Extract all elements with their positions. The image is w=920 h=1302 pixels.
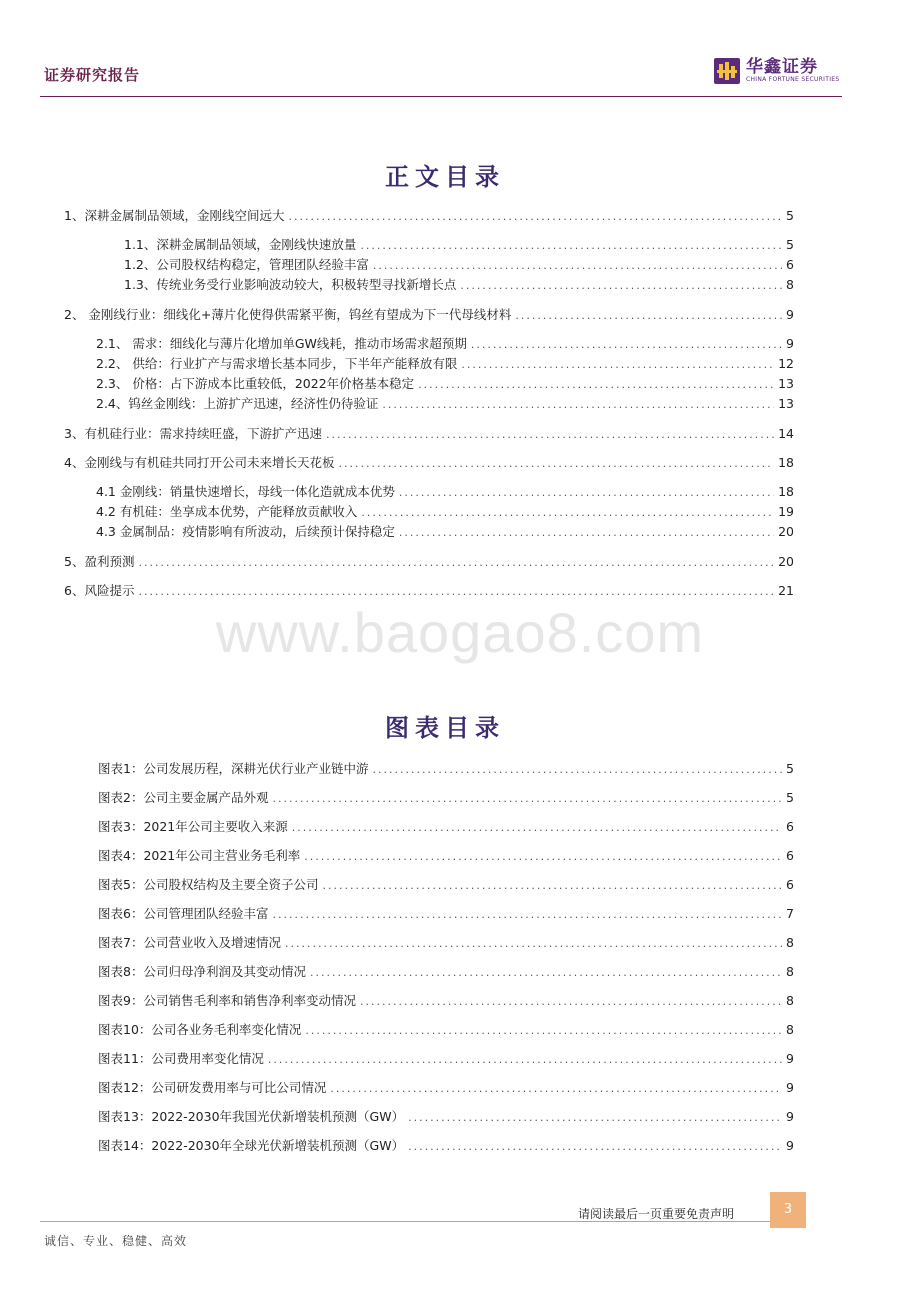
figure-entry-label: 图表1：公司发展历程，深耕光伏行业产业链中游 <box>98 761 369 776</box>
toc-entry[interactable] <box>64 206 794 224</box>
page-number: 3 <box>770 1192 806 1228</box>
leader-dots <box>330 1082 782 1095</box>
toc-entry-page: 19 <box>778 504 794 519</box>
toc-entry-page: 8 <box>786 277 794 292</box>
leader-dots <box>138 556 774 569</box>
figure-entry-label: 图表8：公司归母净利润及其变动情况 <box>98 964 306 979</box>
figure-entry-label: 图表5：公司股权结构及主要全资子公司 <box>98 877 319 892</box>
figure-entry[interactable] <box>98 817 794 835</box>
figure-entry-label: 图表4：2021年公司主营业务毛利率 <box>98 848 301 863</box>
leader-dots <box>305 1024 782 1037</box>
toc-entry-page: 9 <box>786 307 794 322</box>
toc-entry-label: 1、深耕金属制品领域，金刚线空间远大 <box>64 208 285 223</box>
figure-entry[interactable] <box>98 788 794 806</box>
figures-title: 图表目录 <box>385 713 505 742</box>
leader-dots <box>360 239 782 252</box>
leader-dots <box>461 358 774 371</box>
toc-entry[interactable] <box>64 424 794 442</box>
figure-entry[interactable] <box>98 962 794 980</box>
toc-entry-label: 4.1 金刚线：销量快速增长，母线一体化造就成本优势 <box>96 484 395 499</box>
figure-entry[interactable] <box>98 933 794 951</box>
leader-dots <box>310 966 782 979</box>
figure-entry-label: 图表13：2022-2030年我国光伏新增装机预测（GW） <box>98 1109 405 1124</box>
toc-entry[interactable] <box>96 502 794 520</box>
toc-entry-label: 4.3 金属制品：疫情影响有所波动，后续预计保持稳定 <box>96 524 395 539</box>
figure-entry-label: 图表3：2021年公司主要收入来源 <box>98 819 288 834</box>
leader-dots <box>399 526 774 539</box>
toc-title: 正文目录 <box>385 162 505 191</box>
leader-dots <box>460 279 782 292</box>
figure-entry[interactable] <box>98 846 794 864</box>
toc-entry-page: 13 <box>778 376 794 391</box>
figure-entry-page: 6 <box>786 877 794 892</box>
figure-entry[interactable] <box>98 1049 794 1067</box>
figure-entry-label: 图表6：公司管理团队经验丰富 <box>98 906 269 921</box>
leader-dots <box>326 428 774 441</box>
toc-entry-label: 2.4、钨丝金刚线：上游扩产迅速，经济性仍待验证 <box>96 396 379 411</box>
toc-entry-page: 21 <box>778 583 794 598</box>
leader-dots <box>272 908 782 921</box>
toc-entry-label: 4.2 有机硅：坐享成本优势，产能释放贡献收入 <box>96 504 358 519</box>
toc-entry-page: 6 <box>786 257 794 272</box>
toc-entry-page: 13 <box>778 396 794 411</box>
report-type: 证券研究报告 <box>44 66 141 84</box>
figure-entry[interactable] <box>98 904 794 922</box>
figure-entry-page: 9 <box>786 1109 794 1124</box>
company-logo <box>714 58 839 84</box>
figure-entry-page: 5 <box>786 761 794 776</box>
leader-dots <box>418 378 774 391</box>
leader-dots <box>285 937 782 950</box>
toc-entry-page: 14 <box>778 426 794 441</box>
leader-dots <box>360 995 782 1008</box>
figure-entry-label: 图表10：公司各业务毛利率变化情况 <box>98 1022 302 1037</box>
figure-entry-label: 图表14：2022-2030年全球光伏新增装机预测（GW） <box>98 1138 405 1153</box>
toc-entry[interactable] <box>124 275 794 293</box>
figure-entry-page: 6 <box>786 819 794 834</box>
toc-entry[interactable] <box>96 354 794 372</box>
figure-entry-label: 图表7：公司营业收入及增速情况 <box>98 935 281 950</box>
toc-entry-page: 12 <box>778 356 794 371</box>
leader-dots <box>338 457 774 470</box>
toc-entry-label: 1.3、传统业务受行业影响波动较大，积极转型寻找新增长点 <box>124 277 457 292</box>
leader-dots <box>399 486 774 499</box>
figure-entry[interactable] <box>98 1078 794 1096</box>
toc-entry-label: 2.1、 需求：细线化与薄片化增加单GW线耗，推动市场需求超预期 <box>96 336 467 351</box>
leader-dots <box>272 792 782 805</box>
toc-entry[interactable] <box>124 235 794 253</box>
leader-dots <box>361 506 774 519</box>
leader-dots <box>382 398 774 411</box>
toc-entry[interactable] <box>96 334 794 352</box>
leader-dots <box>373 259 782 272</box>
leader-dots <box>471 338 782 351</box>
logo-name-cn: 华鑫证券 <box>746 57 818 77</box>
figure-entry-page: 9 <box>786 1138 794 1153</box>
toc-entry-page: 18 <box>778 455 794 470</box>
toc-entry-label: 1.1、深耕金属制品领域，金刚线快速放量 <box>124 237 357 252</box>
figure-entry[interactable] <box>98 759 794 777</box>
toc-entry[interactable] <box>64 453 794 471</box>
toc-entry-label: 2.2、 供给：行业扩产与需求增长基本同步，下半年产能释放有限 <box>96 356 458 371</box>
toc-entry-label: 6、风险提示 <box>64 583 135 598</box>
leader-dots <box>408 1111 782 1124</box>
toc-entry[interactable] <box>96 522 794 540</box>
toc-entry-label: 3、有机硅行业：需求持续旺盛，下游扩产迅速 <box>64 426 322 441</box>
toc-entry[interactable] <box>64 305 794 323</box>
toc-entry-page: 9 <box>786 336 794 351</box>
header-divider <box>40 96 842 97</box>
leader-dots <box>322 879 782 892</box>
figure-entry-page: 7 <box>786 906 794 921</box>
toc-entry-page: 5 <box>786 208 794 223</box>
figure-entry-page: 9 <box>786 1080 794 1095</box>
toc-entry-label: 2.3、 价格：占下游成本比重较低，2022年价格基本稳定 <box>96 376 415 391</box>
leader-dots <box>138 585 774 598</box>
toc-entry[interactable] <box>96 394 794 412</box>
leader-dots <box>288 210 782 223</box>
toc-entry-label: 4、金刚线与有机硅共同打开公司未来增长天花板 <box>64 455 335 470</box>
toc-entry-page: 5 <box>786 237 794 252</box>
toc-entry-page: 20 <box>778 524 794 539</box>
figure-entry[interactable] <box>98 1020 794 1038</box>
figure-entry-page: 8 <box>786 964 794 979</box>
figure-entry-page: 8 <box>786 993 794 1008</box>
figure-entry-page: 9 <box>786 1051 794 1066</box>
figure-entry-page: 8 <box>786 935 794 950</box>
toc-entry[interactable] <box>64 552 794 570</box>
figure-entry-label: 图表2：公司主要金属产品外观 <box>98 790 269 805</box>
leader-dots <box>372 763 782 776</box>
toc-entry-label: 5、盈利预测 <box>64 554 135 569</box>
toc-entry-page: 20 <box>778 554 794 569</box>
toc-entry[interactable] <box>124 255 794 273</box>
toc-entry[interactable] <box>64 581 794 599</box>
toc-entry-label: 2、 金刚线行业：细线化+薄片化使得供需紧平衡，钨丝有望成为下一代母线材料 <box>64 307 512 322</box>
watermark: www.baogao8.com <box>215 601 705 664</box>
company-motto: 诚信、专业、稳健、高效 <box>44 1234 188 1248</box>
logo-name-en: CHINA FORTUNE SECURITIES <box>746 76 840 83</box>
leader-dots <box>292 821 782 834</box>
leader-dots <box>304 850 782 863</box>
figure-entry[interactable] <box>98 991 794 1009</box>
figure-entry-label: 图表12：公司研发费用率与可比公司情况 <box>98 1080 327 1095</box>
figure-entry[interactable] <box>98 875 794 893</box>
toc-entry-page: 18 <box>778 484 794 499</box>
figure-entry-label: 图表9：公司销售毛利率和销售净利率变动情况 <box>98 993 356 1008</box>
toc-entry[interactable] <box>96 374 794 392</box>
figure-entry-label: 图表11：公司费用率变化情况 <box>98 1051 264 1066</box>
disclaimer-note: 请阅读最后一页重要免责声明 <box>578 1207 735 1221</box>
leader-dots <box>408 1140 782 1153</box>
figure-entry-page: 8 <box>786 1022 794 1037</box>
leader-dots <box>515 309 782 322</box>
footer-divider <box>40 1221 770 1222</box>
figure-entry[interactable] <box>98 1107 794 1125</box>
figure-entry[interactable] <box>98 1136 794 1154</box>
figure-entry-page: 5 <box>786 790 794 805</box>
toc-entry[interactable] <box>96 482 794 500</box>
leader-dots <box>268 1053 782 1066</box>
toc-entry-label: 1.2、公司股权结构稳定，管理团队经验丰富 <box>124 257 369 272</box>
figure-entry-page: 6 <box>786 848 794 863</box>
logo-mark-icon <box>714 58 740 84</box>
